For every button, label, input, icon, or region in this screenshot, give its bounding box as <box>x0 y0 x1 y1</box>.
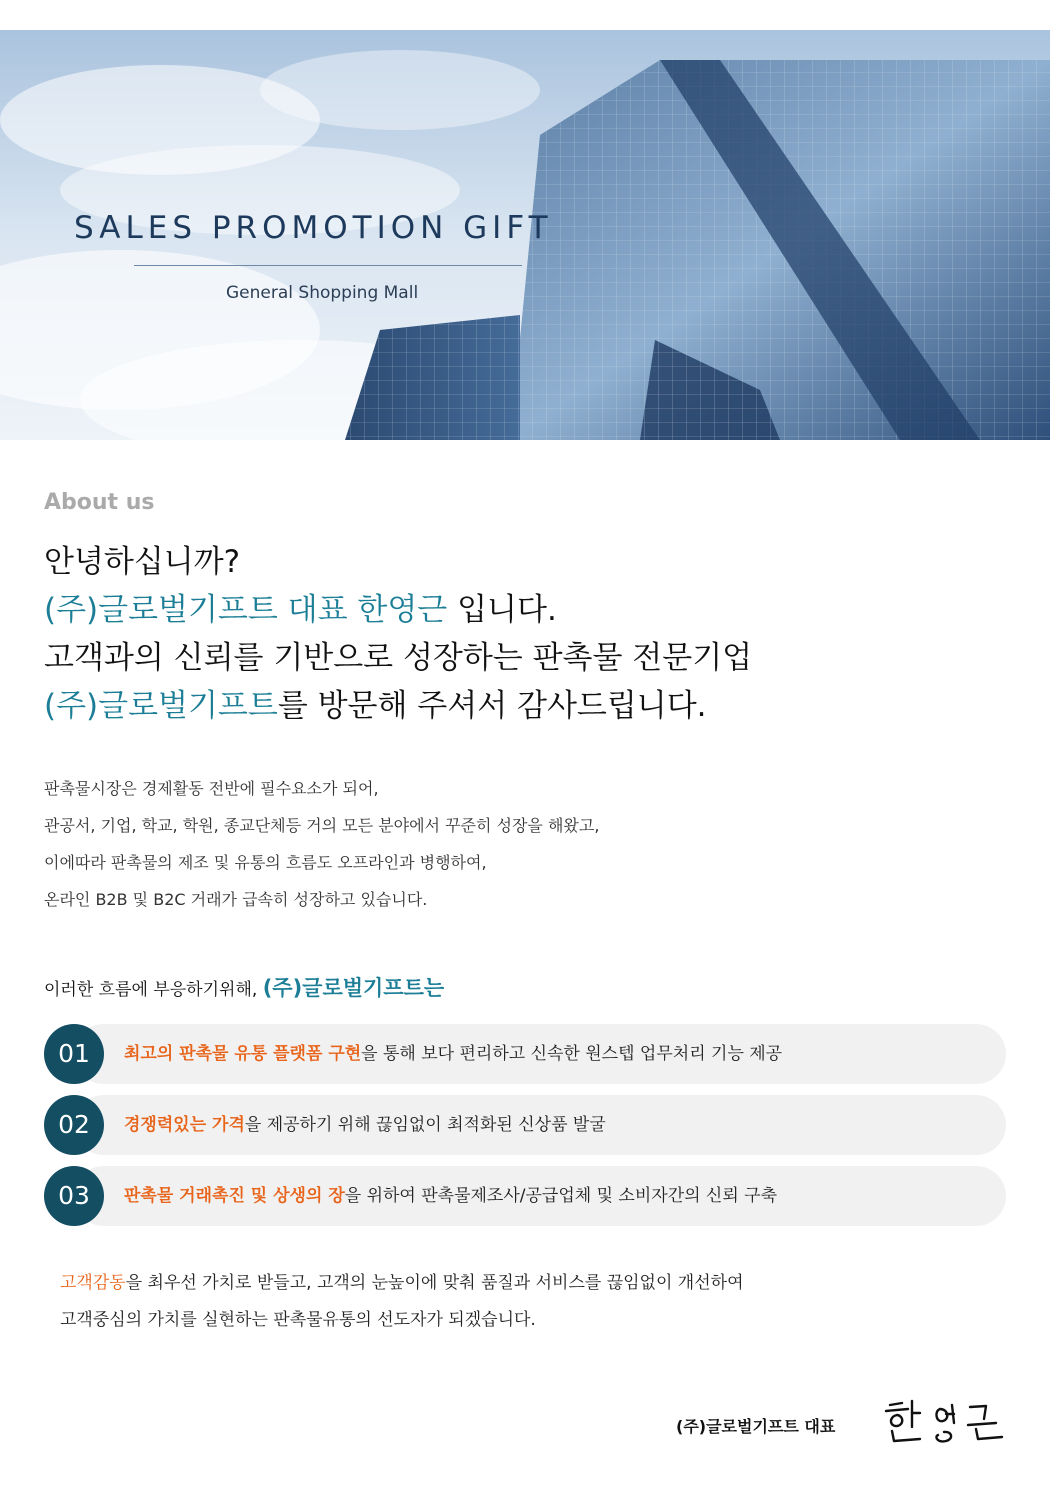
closing-line-1-rest: 을 최우선 가치로 받들고, 고객의 눈높이에 맞춰 품질과 서비스를 끊임없이 개선하여 <box>125 1273 744 1293</box>
intro-line: 이에따라 판촉물의 제조 및 유통의 흐름도 오프라인과 병행하여, <box>44 853 487 872</box>
lead-company: (주)글로벌기프트는 <box>262 976 445 1000</box>
greeting-line-4-rest: 를 방문해 주셔서 감사드립니다. <box>277 688 707 724</box>
greeting-line-1: 안녕하십니까? <box>44 544 241 580</box>
greeting-line-3: 고객과의 신뢰를 기반으로 성장하는 판촉물 전문기업 <box>44 640 753 676</box>
lead-text-prefix: 이러한 흐름에 부응하기위해, <box>44 980 263 1000</box>
closing-line-2: 고객중심의 가치를 실현하는 판촉물유통의 선도자가 되겠습니다. <box>60 1310 536 1330</box>
about-label: About us <box>44 490 155 515</box>
greeting-line-2 <box>44 586 752 634</box>
mission-number-badge: 02 <box>44 1095 104 1155</box>
mission-number-badge: 01 <box>44 1024 104 1084</box>
signature-image <box>880 1395 1010 1445</box>
closing-paragraph <box>60 1265 744 1339</box>
intro-paragraph <box>44 770 599 918</box>
mission-rest: 을 위하여 판촉물제조사/공급업체 및 소비자간의 신뢰 구축 <box>344 1186 778 1206</box>
mission-number-badge: 03 <box>44 1166 104 1226</box>
mission-rest: 을 제공하기 위해 끊임없이 최적화된 신상품 발굴 <box>244 1115 606 1135</box>
mission-rest: 을 통해 보다 편리하고 신속한 원스텝 업무처리 기능 제공 <box>361 1044 783 1064</box>
greeting-name: (주)글로벌기프트 대표 한영근 <box>44 592 448 628</box>
closing-line-1 <box>60 1265 744 1302</box>
intro-line: 판촉물시장은 경제활동 전반에 필수요소가 되어, <box>44 779 379 798</box>
mission-text <box>124 1024 782 1084</box>
mission-highlight: 판촉물 거래촉진 및 상생의 장 <box>124 1186 345 1206</box>
mission-text <box>124 1095 606 1155</box>
greeting-line-4 <box>44 682 752 730</box>
signature-label: (주)글로벌기프트 대표 <box>676 1417 836 1436</box>
greeting-line-2-rest: 입니다. <box>447 592 557 628</box>
mission-text <box>124 1166 777 1226</box>
intro-line: 관공서, 기업, 학교, 학원, 종교단체등 거의 모든 분야에서 꾸준히 성장을 해왔고, <box>44 816 600 835</box>
hero-title: SALES PROMOTION GIFT <box>74 210 553 246</box>
mission-item <box>44 1024 1006 1084</box>
mission-highlight: 최고의 판촉물 유통 플랫폼 구현 <box>124 1044 362 1064</box>
closing-highlight: 고객감동 <box>60 1273 126 1293</box>
intro-line: 온라인 B2B 및 B2C 거래가 급속히 성장하고 있습니다. <box>44 890 428 909</box>
hero-divider <box>134 265 522 266</box>
greeting-company: (주)글로벌기프트 <box>44 688 278 724</box>
lead-text <box>44 972 444 1002</box>
mission-item <box>44 1166 1006 1226</box>
mission-highlight: 경쟁력있는 가격 <box>124 1115 245 1135</box>
greeting <box>44 538 752 730</box>
hero-banner <box>0 30 1050 440</box>
hero-subtitle: General Shopping Mall <box>226 283 419 303</box>
mission-item <box>44 1095 1006 1155</box>
